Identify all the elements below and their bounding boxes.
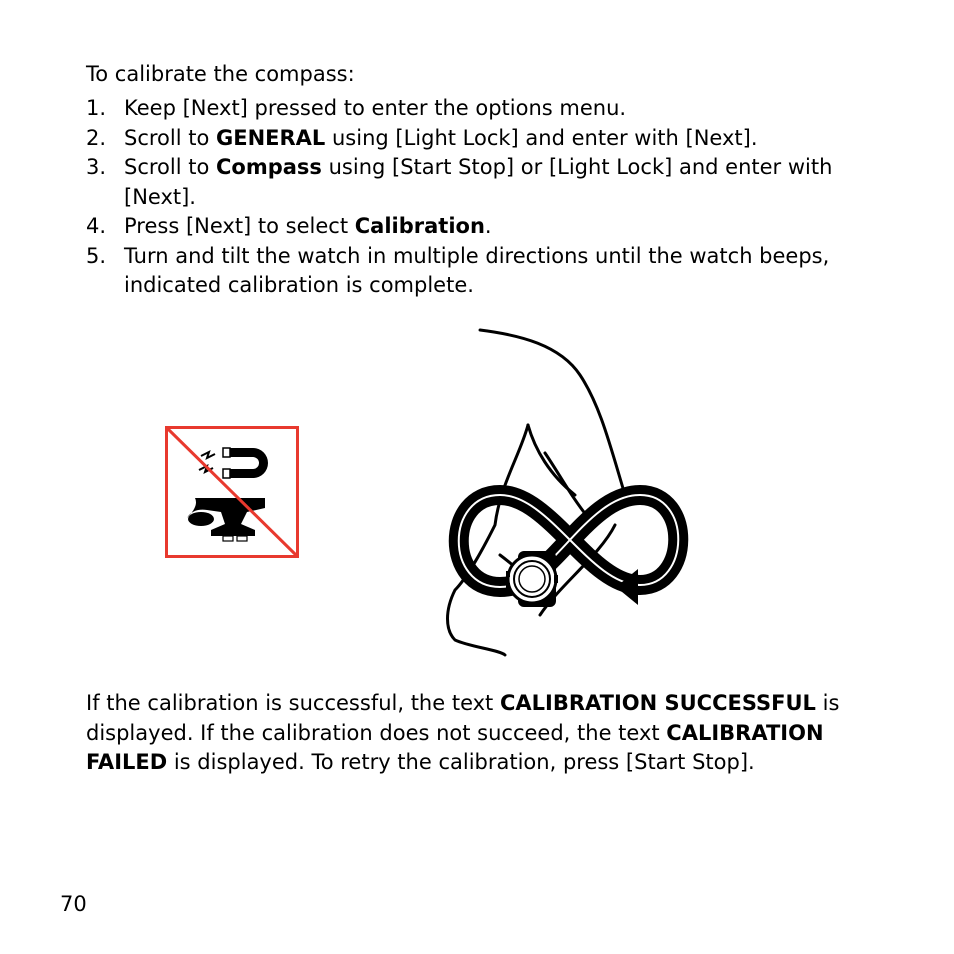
- step-text: Scroll to: [124, 155, 216, 179]
- step-item: [86, 153, 846, 212]
- figure-eight-calibration-illustration: [440, 325, 702, 660]
- calibration-steps: [86, 94, 846, 301]
- step-text: Turn and tilt the watch in multiple directions until the watch beeps, indicated calibration is complete.: [124, 243, 830, 297]
- step-keyword: Calibration: [354, 214, 485, 238]
- page-number: 70: [60, 892, 87, 916]
- result-text: If the calibration is successful, the text: [86, 691, 500, 715]
- step-text: Scroll to: [124, 125, 216, 150]
- step-text: Press [Next] to select: [124, 214, 355, 238]
- step-item: [86, 94, 846, 124]
- success-message: CALIBRATION SUCCESSFUL: [499, 691, 816, 715]
- step-text: .: [484, 214, 492, 238]
- step-number: 2.: [86, 125, 107, 150]
- calibration-result-text: [86, 689, 886, 778]
- no-magnet-warning-icon: [165, 426, 299, 558]
- failure-message: CALIBRATION FAILED: [86, 720, 824, 774]
- result-text: is displayed. To retry the calibration, press [Start Stop].: [167, 750, 755, 774]
- step-keyword: Compass: [216, 155, 322, 179]
- intro-text: To calibrate the compass:: [86, 62, 355, 86]
- step-item: [86, 212, 846, 242]
- step-number: 5.: [86, 243, 107, 268]
- step-item: [86, 242, 846, 301]
- step-text: using [Start Stop] or [Light Lock] and enter with [Next].: [124, 155, 833, 209]
- result-text: is displayed. If the calibration does not succeed, the text: [86, 691, 840, 745]
- step-number: 3.: [86, 155, 107, 179]
- watch-icon: [506, 551, 558, 607]
- step-number: 4.: [86, 214, 107, 238]
- step-keyword: GENERAL: [216, 125, 326, 150]
- step-number: 1.: [86, 96, 107, 120]
- figure-eight-arrow: [459, 495, 679, 605]
- step-item: [86, 124, 846, 154]
- step-text: Keep [Next] pressed to enter the options menu.: [124, 96, 627, 120]
- step-text: using [Light Lock] and enter with [Next].: [325, 125, 758, 150]
